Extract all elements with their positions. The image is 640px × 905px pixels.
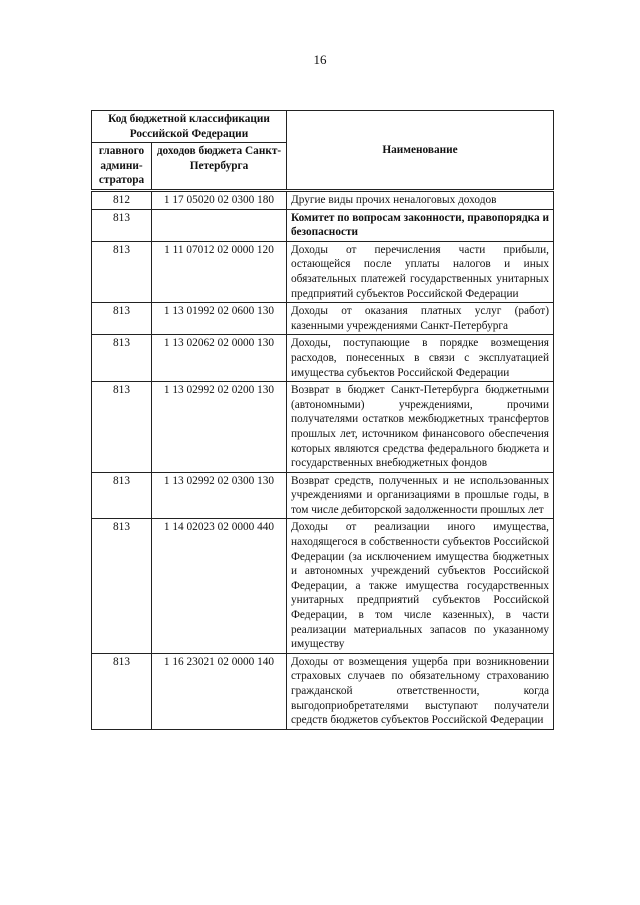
table-row — [92, 192, 554, 210]
revenue-code-cell: 1 11 07012 02 0000 120 — [152, 241, 287, 302]
table-row — [92, 653, 554, 729]
table-body — [92, 192, 554, 730]
revenue-code-cell: 1 17 05020 02 0300 180 — [152, 192, 287, 210]
table-row — [92, 382, 554, 473]
revenue-codes-table — [91, 191, 554, 730]
revenue-code-cell: 1 14 02023 02 0000 440 — [152, 519, 287, 653]
revenue-code-cell: 1 16 23021 02 0000 140 — [152, 653, 287, 729]
admin-code-cell: 813 — [92, 382, 152, 473]
table-row — [92, 519, 554, 653]
revenue-name-cell: Доходы от оказания платных услуг (работ) казенными учреждениями Санкт-Петербурга — [287, 303, 554, 335]
admin-code-cell: 813 — [92, 241, 152, 302]
admin-column-header: главного админи-стратора — [92, 143, 152, 190]
kbk-header: Код бюджетной классификации Российской Федерации — [92, 111, 287, 143]
admin-code-cell: 813 — [92, 303, 152, 335]
table-row — [92, 472, 554, 519]
revenue-name-cell: Возврат средств, полученных и не использованных учреждениями и организациями в прошлые годы, в том числе дебиторской задолженности прошлых лет — [287, 472, 554, 519]
admin-code-cell: 813 — [92, 519, 152, 653]
code-column-header: доходов бюджета Санкт-Петербурга — [152, 143, 287, 190]
revenue-code-cell: 1 13 02992 02 0300 130 — [152, 472, 287, 519]
revenue-code-cell: 1 13 02062 02 0000 130 — [152, 335, 287, 382]
revenue-code-cell — [152, 209, 287, 241]
revenue-code-cell: 1 13 01992 02 0600 130 — [152, 303, 287, 335]
table-row — [92, 335, 554, 382]
header-row-top — [92, 111, 554, 143]
table-row — [92, 209, 554, 241]
revenue-name-cell: Доходы от перечисления части прибыли, остающейся после уплаты налогов и иных обязательных платежей государственных унитарных предприятий субъектов Российской Федерации — [287, 241, 554, 302]
admin-code-cell: 812 — [92, 192, 152, 210]
revenue-name-cell: Возврат в бюджет Санкт-Петербурга бюджетными (автономными) учреждениями, прочими получателями остатков межбюджетных трансфертов прошлых лет, источником финансового обеспечения которых являются средства федерального бюджета и государственных внебюджетных фондов — [287, 382, 554, 473]
table-header — [91, 110, 554, 190]
revenue-name-cell: Другие виды прочих неналоговых доходов — [287, 192, 554, 210]
admin-code-cell: 813 — [92, 472, 152, 519]
revenue-name-cell: Доходы от возмещения ущерба при возникновении страховых случаев по обязательному страхованию гражданской ответственности, когда выгодоприобретателями выступают получатели средств бюджетов субъектов Российской Федерации — [287, 653, 554, 729]
revenue-name-cell: Доходы, поступающие в порядке возмещения расходов, понесенных в связи с эксплуатацией имущества субъектов Российской Федерации — [287, 335, 554, 382]
name-column-header: Наименование — [287, 111, 554, 190]
revenue-code-cell: 1 13 02992 02 0200 130 — [152, 382, 287, 473]
revenue-name-cell: Доходы от реализации иного имущества, находящегося в собственности субъектов Российской Федерации (за исключением имущества бюджетных и автономных учреждений субъектов Российской Федерации, а также имущества государственных унитарных предприятий субъектов Российской Федерации, в том числе казенных), в части реализации материальных запасов по указанному имуществу — [287, 519, 554, 653]
revenue-name-cell: Комитет по вопросам законности, правопорядка и безопасности — [287, 209, 554, 241]
page-number: 16 — [313, 52, 327, 67]
admin-code-cell: 813 — [92, 335, 152, 382]
admin-code-cell: 813 — [92, 209, 152, 241]
table-row — [92, 241, 554, 302]
table-row — [92, 303, 554, 335]
admin-code-cell: 813 — [92, 653, 152, 729]
